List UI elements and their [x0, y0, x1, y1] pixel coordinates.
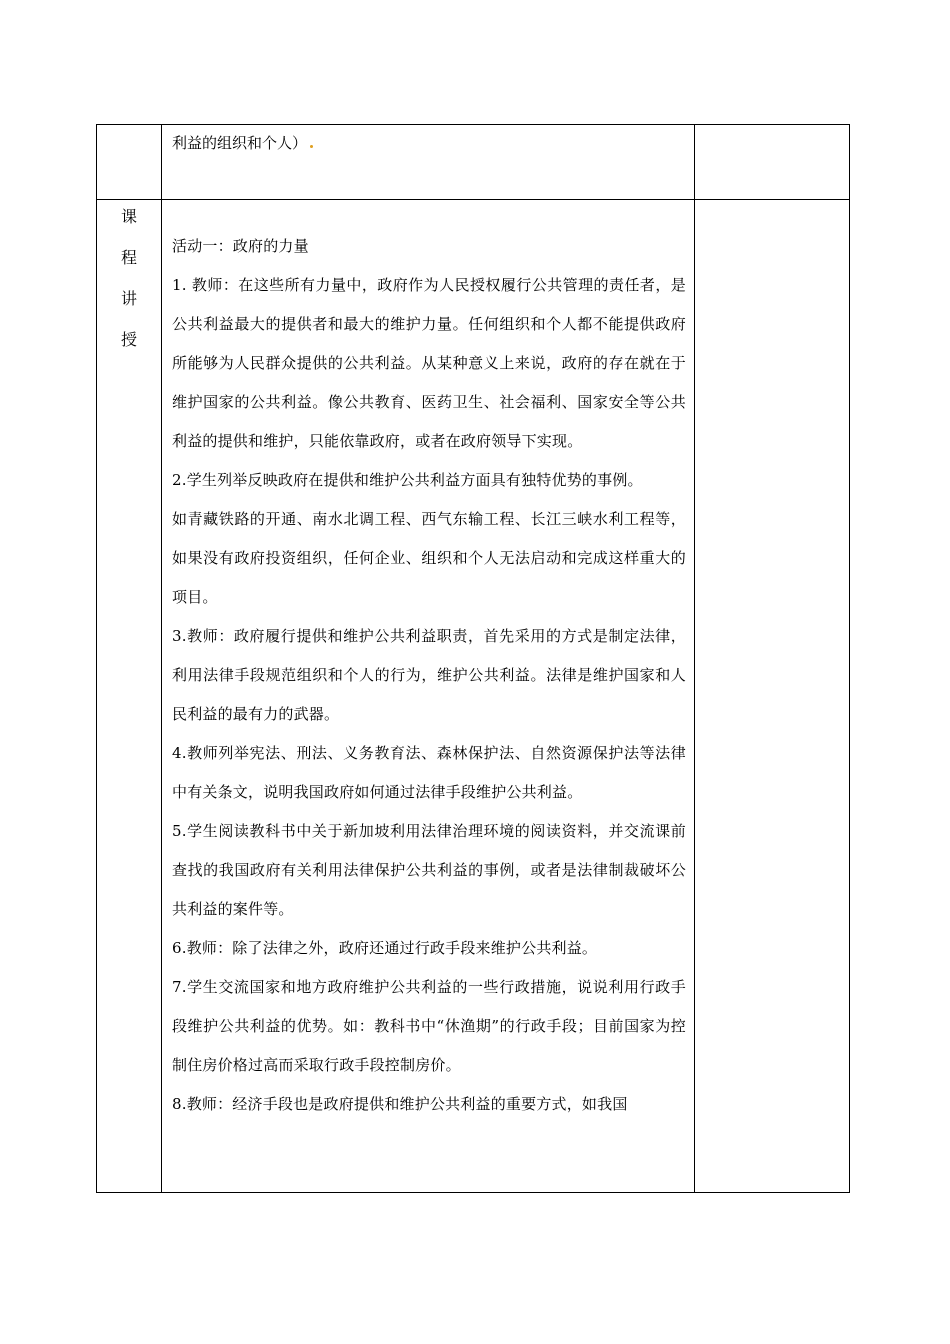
paragraph-4: 3.教师：政府履行提供和维护公共利益职责，首先采用的方式是制定法律，利用法律手段规范组织和个人的行为，维护公共利益。法律是维护国家和人民利益的最有力的武器。	[172, 627, 686, 723]
section-label	[97, 196, 161, 360]
paragraph-3: 如青藏铁路的开通、南水北调工程、西气东输工程、长江三峡水利工程等，如果没有政府投资组织，任何企业、组织和个人无法启动和完成这样重大的项目。	[172, 510, 686, 606]
paragraph-7: 6.教师：除了法律之外，政府还通过行政手段来维护公共利益。	[172, 939, 598, 957]
lesson-content	[162, 200, 694, 1124]
section-label-char: 讲	[120, 289, 137, 308]
table-row	[97, 200, 850, 1193]
lesson-table	[96, 124, 850, 1193]
content-cell	[162, 125, 695, 200]
section-label-char: 课	[120, 207, 137, 226]
paragraph-2: 2.学生列举反映政府在提供和维护公共利益方面具有独特优势的事例。	[172, 471, 643, 489]
mark-dot-icon	[310, 145, 313, 148]
paragraph-6: 5.学生阅读教科书中关于新加坡利用法律治理环境的阅读资料，并交流课前查找的我国政府有关利用法律保护公共利益的事例，或者是法律制裁破坏公共利益的案件等。	[172, 822, 686, 918]
row1-text: 利益的组织和个人）	[172, 134, 308, 152]
content-cell	[162, 200, 695, 1193]
paragraph-5: 4.教师列举宪法、刑法、义务教育法、森林保护法、自然资源保护法等法律中有关条文，说明我国政府如何通过法律手段维护公共利益。	[172, 744, 686, 801]
table-row	[97, 125, 850, 200]
paragraph-1: 1. 教师：在这些所有力量中，政府作为人民授权履行公共管理的责任者，是公共利益最大的提供者和最大的维护力量。任何组织和个人都不能提供政府所能够为人民群众提供的公共利益。从某种意义上来说，政府的存在就在于维护国家的公共利益。像公共教育、医药卫生、社会福利、国家安全等公共利益的提供和维护，只能依靠政府，或者在政府领导下实现。	[172, 276, 686, 450]
row1-text-block	[172, 131, 694, 155]
note-cell	[695, 125, 850, 200]
paragraph-8: 7.学生交流国家和地方政府维护公共利益的一些行政措施，说说利用行政手段维护公共利益的优势。如：教科书中“休渔期”的行政手段；目前国家为控制住房价格过高而采取行政手段控制房价。	[172, 978, 686, 1074]
paragraph-9: 8.教师：经济手段也是政府提供和维护公共利益的重要方式，如我国	[172, 1095, 628, 1113]
section-label-char: 授	[120, 330, 137, 349]
section-label-char: 程	[120, 248, 137, 267]
note-cell	[695, 200, 850, 1193]
activity-title: 活动一：政府的力量	[172, 237, 309, 255]
label-cell	[97, 200, 162, 1193]
label-cell	[97, 125, 162, 200]
